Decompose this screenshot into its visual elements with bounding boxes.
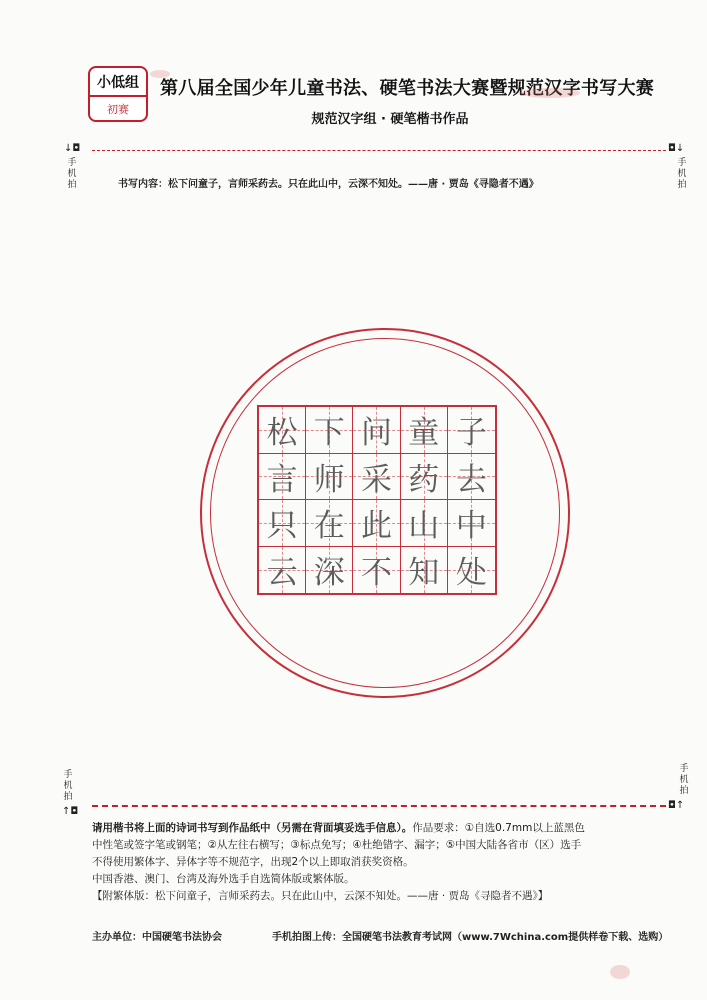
instructions-line-4: 中国香港、澳门、台湾及海外选手自选简体版或繁体版。 (92, 873, 355, 885)
photo-label-bottom-right: 手机拍 (679, 764, 689, 796)
grid-character: 言 (266, 461, 298, 498)
writing-content-line: 书写内容：松下问童子，言师采药去。只在此山中，云深不知处。——唐 · 贾岛《寻隐者不遇》 (118, 179, 539, 190)
grid-cell (306, 500, 353, 547)
grid-cell (259, 500, 306, 547)
grid-cell (353, 454, 400, 501)
grid-cell (448, 407, 495, 454)
grid-cell (401, 454, 448, 501)
grid-cell (306, 454, 353, 501)
competition-title: 第八届全国少年儿童书法、硬笔书法大赛暨规范汉字书写大赛 (160, 78, 655, 99)
grid-character: 子 (455, 415, 487, 452)
camera-marker-top-left-icon: ↓◘ (64, 143, 81, 154)
character-grid (257, 405, 497, 595)
bottom-cut-line (92, 805, 666, 807)
grid-character: 童 (408, 415, 440, 452)
photo-label-top-right: 手机拍 (677, 158, 687, 190)
camera-marker-bottom-left-icon: ↑◘ (62, 806, 79, 817)
upload-text: 手机拍图上传：全国硬笔书法教育考试网（www.7Wchina.com提供样卷下载、选购） (272, 932, 669, 943)
grid-character: 药 (408, 461, 440, 498)
grid-character: 问 (360, 415, 392, 452)
top-cut-line (92, 150, 666, 151)
grid-cell (448, 547, 495, 594)
scan-smudge (150, 70, 170, 78)
instructions-requirements: 作品要求：①自选0.7mm以上蓝黑色 (412, 822, 585, 834)
grid-character: 山 (408, 508, 440, 545)
grid-character: 只 (266, 508, 298, 545)
instructions-lead: 请用楷书将上面的诗词书写到作品纸中（另需在背面填妥选手信息）。 (92, 822, 413, 834)
camera-marker-bottom-right-icon: ◘↑ (668, 800, 685, 811)
grid-cell (259, 454, 306, 501)
grid-character: 此 (360, 508, 392, 545)
instructions-line-5: 【附繁体版：松下问童子，言师采药去。只在此山中，云深不知处。——唐 · 贾岛《寻隐者不遇》】 (92, 890, 549, 902)
photo-label-bottom-left: 手机拍 (63, 770, 73, 802)
scan-smudge (610, 965, 630, 979)
grid-character: 下 (313, 415, 345, 452)
grid-character: 深 (313, 555, 345, 592)
photo-label-top-left: 手机拍 (67, 158, 77, 190)
group-stamp (88, 66, 148, 122)
stamp-group-label: 小低组 (90, 68, 146, 97)
grid-cell (353, 500, 400, 547)
grid-character: 知 (408, 555, 440, 592)
grid-character: 松 (266, 415, 298, 452)
grid-character: 云 (266, 555, 298, 592)
instructions-line-1 (92, 820, 677, 837)
grid-character: 在 (313, 508, 345, 545)
grid-cell (306, 547, 353, 594)
grid-character: 采 (360, 461, 392, 498)
grid-character: 中 (455, 508, 487, 545)
grid-character: 处 (455, 555, 487, 592)
grid-cell (401, 407, 448, 454)
stamp-round-label: 初赛 (107, 102, 129, 116)
grid-cell (401, 547, 448, 594)
grid-cell (448, 454, 495, 501)
grid-character: 去 (455, 461, 487, 498)
scan-smudge (520, 88, 580, 98)
grid-character: 师 (313, 461, 345, 498)
instructions-block (92, 820, 677, 905)
instructions-line-3: 不得使用繁体字、异体字等不规范字，出现2个以上即取消获奖资格。 (92, 856, 414, 868)
organizer-text: 主办单位：中国硬笔书法协会 (92, 932, 222, 943)
grid-cell (353, 547, 400, 594)
grid-cell (306, 407, 353, 454)
instructions-line-2: 中性笔或签字笔或钢笔；②从左往右横写；③标点免写；④杜绝错字、漏字；⑤中国大陆各省市（区）选手 (92, 839, 582, 851)
grid-cell (401, 500, 448, 547)
grid-cell (448, 500, 495, 547)
grid-cell (259, 547, 306, 594)
grid-character: 不 (360, 555, 392, 592)
category-subtitle: 规范汉字组 · 硬笔楷书作品 (311, 112, 469, 127)
grid-cell (259, 407, 306, 454)
grid-cell (353, 407, 400, 454)
camera-marker-top-right-icon: ◘↓ (668, 143, 685, 154)
